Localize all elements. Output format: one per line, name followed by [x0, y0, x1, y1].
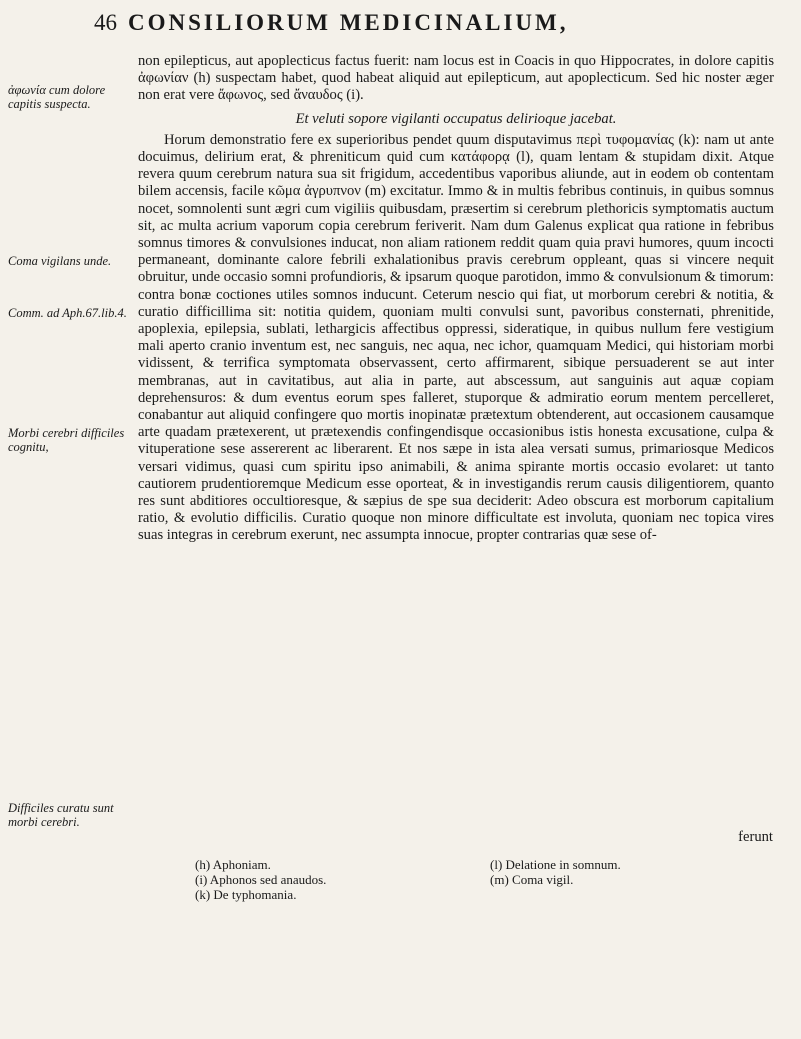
- margin-note: ἀφωνία cum dolore capitis suspecta.: [8, 83, 106, 111]
- margin-notes: [0, 0, 130, 1039]
- main-text: [138, 53, 774, 545]
- page-number: 46: [94, 10, 117, 35]
- footnote: (k) De typhomania.: [195, 886, 297, 902]
- catchword: ferunt: [738, 829, 773, 845]
- margin-note: Morbi cerebri difficiles cognitu,: [8, 426, 125, 454]
- footnote: (h) Aphoniam.: [195, 857, 271, 872]
- paragraph: Horum demonstratio fere ex superioribus pendet quum disputavimus περὶ τυφομανίας (k): nam ut ante docuimus, delirium erat, & phreniticum quid cum κατάφορᾳ (l), quam lentam & stupidam dixit. Atque revera quum cerebrum natura sua sit frigidum, accedentibus vaporibus aliunde, aut in eodem ob contentam bilem accensis, facile κῶμα ἀγρυπνον (m) excitatur. Immo & in multis febribus continuis, in quibus somnus nocet, somnolenti sunt ægri cum vigiliis quibusdam, præsertim si cerebrum plethoricis symptomatis auctum sit, ac multa acrium vaporum copia cerebrum feriverit. Nam dum Galenus explicat qua ratione in febribus somnus timores & convulsiones inducat, non aliam rationem reddit quam quia pravi humores, quum incocti permaneant, dominante calore febrili exhalationibus pravis cerebrum oppleant, quas si vincere nequit obruitur, unde occasio somni profundioris, & ipsarum quoque parotidon, immo & convulsionum & timorum: contra bonæ coctiones utiles somnos inducunt. Ceterum nescio qui fiat, ut morborum cerebri & notitia, & curatio difficillima sit: notitia quidem, quoniam multi convulsi sunt, pavoribus consternati, phrenitide, apoplexia, epilepsia, sublati, lethargicis affectibus oppressi, sideratique, in quibus nullum fere vestigium mali aperto cranio inventum est, nec sanguis, nec aqua, nec ichor, quamquam Medici, qui historiam morbi vidissent, & terrifica symptomata observassent, certo affirmarent, sibique persuaderent se aut inter membranas, aut in cavitatibus, aut alia in parte, aut abscessum, aut sanguinis aut aquæ copiam deprehensuros: & dum eventus eorum spes falleret, stuporque & admiratio eorum mentem percelleret, conabantur aut aliquid confingere quo mortis inopinatæ prætextum obtenderent, aut occasionem causamque arte quadam prætexerent, ut prætexendis confingendisque occasionibus istis honesta excusatione, culpa & vituperatione sese assererent ac liberarent. Et nos sæpe in ista alea versati sumus, primariosque Medicos versari vidimus, quasi cum spiritu ipso animabili, & anima spirante mortis occasio evolaret: ut tanto cautiorem prudentioremque Medicum esse oporteat, & in investigandis rerum causis diligentiorem, quanto res sunt abditiores occultioresque, & sæpius de spe sua deciderit: Adeo obscura est morborum capitalium ratio, & evolutio difficilis. Curatio quoque non minore difficultate est involuta, quoniam nec topica vires suas integras in cerebrum exerunt, nec assumpta innocue, propter contrarias quæ sese of-: [138, 131, 774, 544]
- paragraph: non epilepticus, aut apoplecticus factus fuerit: nam locus est in Coacis in quo Hippocrates, in dolore capitis ἀφωνίαν (h) suspectam habet, quod habeat aliquid aut epilepticum, aut apoplecticum. Sed hic noster æger non erat vere ἄφωνος, sed ἄναυδος (i).: [138, 53, 774, 104]
- footnote: (l) Delatione in somnum.: [490, 857, 621, 872]
- footnote: (m) Coma vigil.: [490, 871, 574, 887]
- footnote: (i) Aphonos sed anaudos.: [195, 871, 327, 887]
- margin-note: Difficiles curatu sunt morbi cerebri.: [8, 801, 114, 829]
- quoted-text: Et veluti sopore vigilanti occupatus delirioque jacebat.: [295, 110, 617, 127]
- margin-note: Comm. ad Aph.67.lib.4.: [8, 306, 127, 320]
- running-title: CONSILIORUM MEDICINALIUM,: [128, 10, 569, 35]
- margin-note: Coma vigilans unde.: [8, 254, 112, 268]
